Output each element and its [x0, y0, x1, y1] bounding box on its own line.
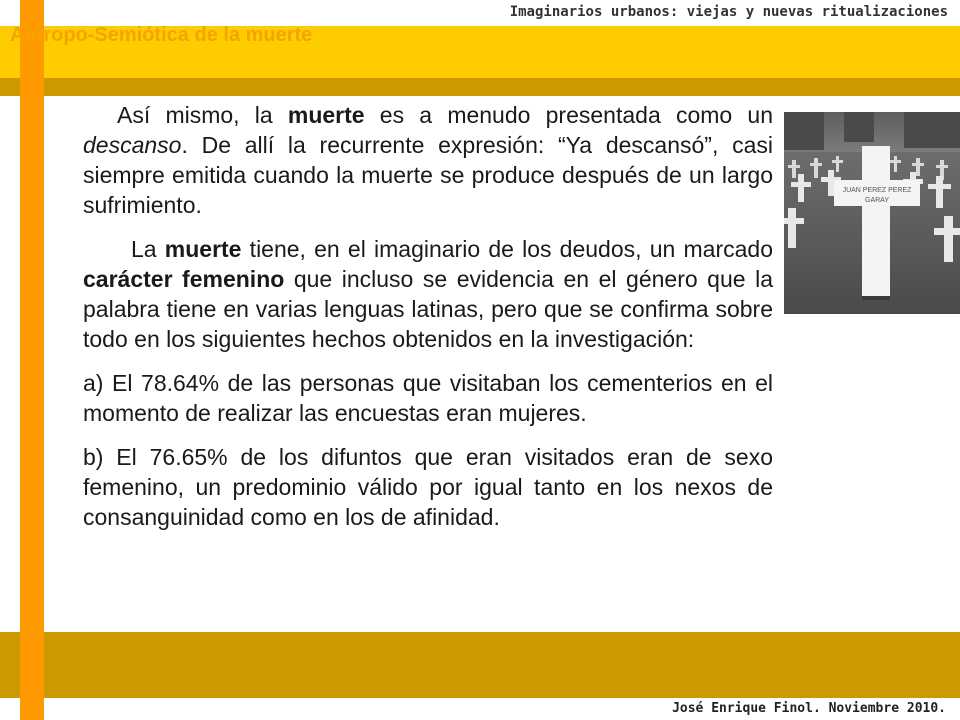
cross-inscription-line1: JUAN PEREZ PEREZ: [842, 187, 912, 194]
header-subtitle: Imaginarios urbanos: viejas y nuevas ritualizaciones: [509, 4, 948, 20]
slide-title: Antropo-Semiótica de la muerte: [10, 24, 313, 46]
vertical-accent-bar: [20, 0, 44, 720]
footer-credit: José Enrique Finol. Noviembre 2010.: [672, 701, 946, 716]
footer-band: [0, 632, 960, 698]
header-bottom-band: [0, 78, 960, 96]
list-item-b: b) El 76.65% de los difuntos que eran visitados eran de sexo femenino, un predominio válido por igual tanto en los nexos de consanguinidad como en los de afinidad.: [83, 444, 773, 530]
paragraph-1: Así mismo, la muerte es a menudo presentada como un descanso. De allí la recurrente expresión: “Ya descansó”, casi siempre emitida cuando la muerte se produce después de un largo sufrimiento.: [83, 102, 773, 218]
emphasis-descanso: descanso: [83, 132, 182, 158]
list-item-a: a) El 78.64% de las personas que visitaban los cementerios en el momento de realizar las encuestas eran mujeres.: [83, 370, 773, 426]
cemetery-crosses-photo-icon: [784, 112, 960, 314]
emphasis-muerte-2: muerte: [164, 236, 242, 262]
cross-inscription-line2: GARAY: [865, 197, 889, 204]
cemetery-photo: [784, 112, 960, 314]
paragraph-2: La muerte tiene, en el imaginario de los deudos, un marcado carácter femenino que incluso se evidencia en el género que la palabra tiene en varias lenguas latinas, pero que se confirma sobre todo en los siguientes hechos obtenidos en la investigación:: [83, 236, 774, 352]
body-text: [83, 100, 773, 546]
emphasis-caracter-femenino: carácter femenino: [83, 266, 285, 292]
emphasis-muerte: muerte: [287, 102, 365, 128]
